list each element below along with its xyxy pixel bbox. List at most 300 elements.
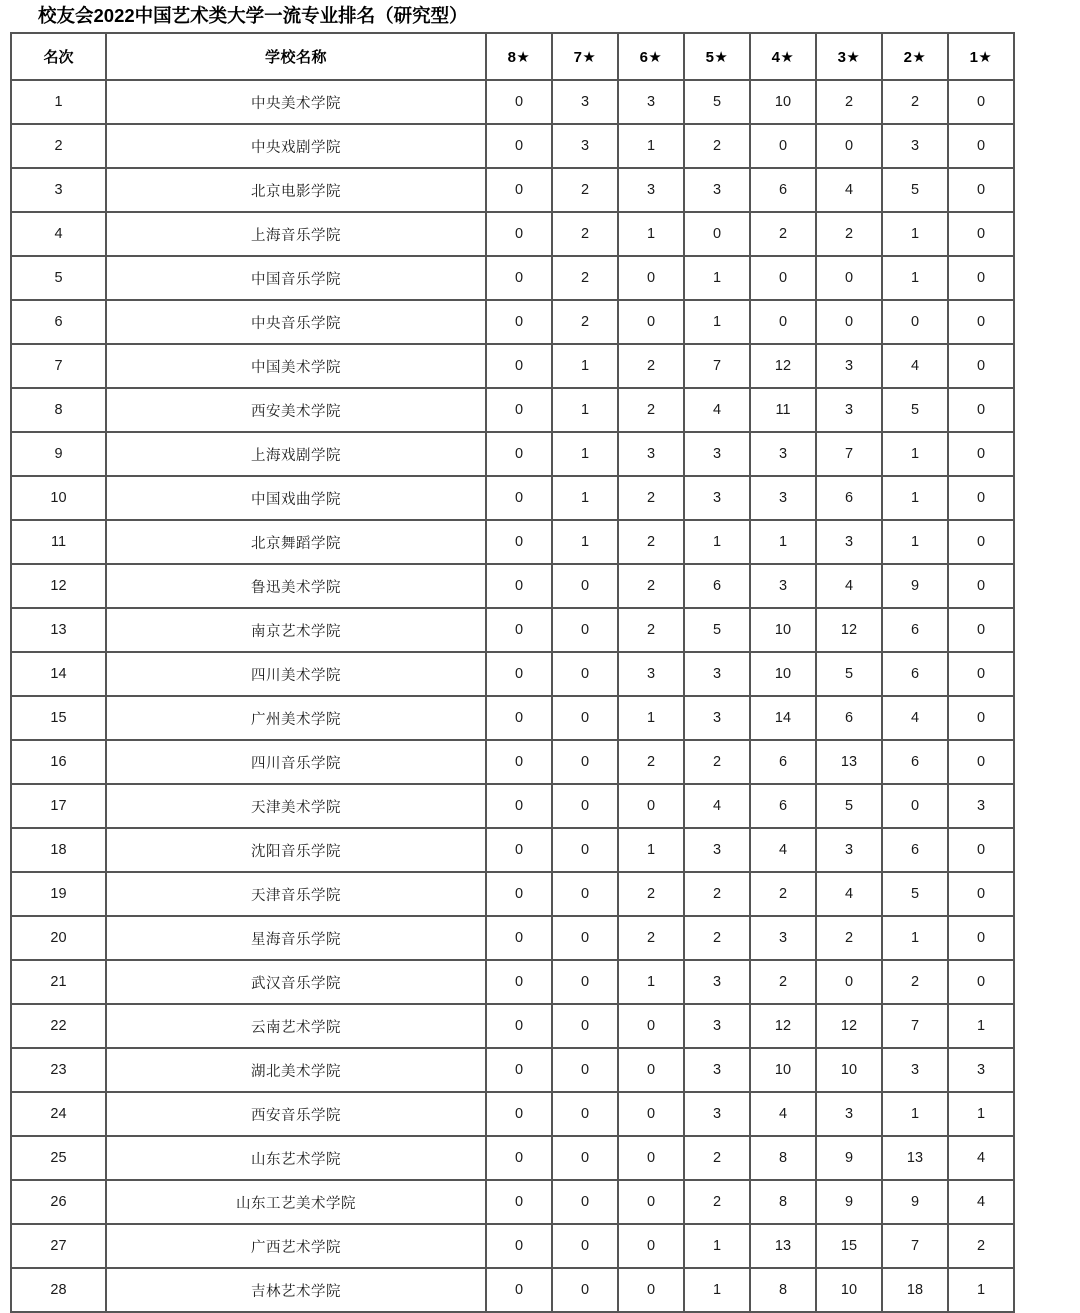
cell-s4: 3 (751, 565, 817, 609)
cell-s3: 10 (817, 1049, 883, 1093)
cell-s4: 10 (751, 609, 817, 653)
cell-s2: 9 (883, 565, 949, 609)
cell-s3: 4 (817, 873, 883, 917)
table-row (12, 169, 1015, 213)
cell-school: 中央美术学院 (107, 81, 487, 125)
table-row (12, 1093, 1015, 1137)
cell-rank: 13 (12, 609, 107, 653)
cell-rank: 1 (12, 81, 107, 125)
cell-s1: 0 (949, 829, 1015, 873)
cell-s8: 0 (487, 873, 553, 917)
table-row (12, 1181, 1015, 1225)
cell-s3: 3 (817, 1093, 883, 1137)
cell-s8: 0 (487, 1049, 553, 1093)
cell-s8: 0 (487, 389, 553, 433)
cell-s2: 3 (883, 125, 949, 169)
cell-s4: 6 (751, 741, 817, 785)
cell-s8: 0 (487, 345, 553, 389)
cell-school: 天津美术学院 (107, 785, 487, 829)
cell-s7: 0 (553, 1225, 619, 1269)
cell-s5: 5 (685, 609, 751, 653)
cell-s2: 2 (883, 81, 949, 125)
cell-s4: 8 (751, 1269, 817, 1313)
cell-s7: 0 (553, 741, 619, 785)
cell-s2: 0 (883, 301, 949, 345)
cell-s5: 4 (685, 389, 751, 433)
cell-s1: 2 (949, 1225, 1015, 1269)
cell-rank: 12 (12, 565, 107, 609)
cell-s3: 3 (817, 829, 883, 873)
cell-school: 广州美术学院 (107, 697, 487, 741)
cell-s3: 0 (817, 125, 883, 169)
cell-s4: 6 (751, 169, 817, 213)
cell-s1: 0 (949, 81, 1015, 125)
cell-s5: 1 (685, 257, 751, 301)
cell-s8: 0 (487, 169, 553, 213)
cell-school: 武汉音乐学院 (107, 961, 487, 1005)
cell-rank: 2 (12, 125, 107, 169)
cell-s5: 1 (685, 521, 751, 565)
table-row (12, 609, 1015, 653)
cell-rank: 17 (12, 785, 107, 829)
cell-s3: 3 (817, 389, 883, 433)
cell-s8: 0 (487, 81, 553, 125)
ranking-table-container (10, 32, 1015, 1313)
cell-s7: 2 (553, 301, 619, 345)
cell-s4: 8 (751, 1181, 817, 1225)
cell-s7: 0 (553, 653, 619, 697)
cell-s5: 2 (685, 917, 751, 961)
cell-s6: 3 (619, 433, 685, 477)
cell-school: 中国美术学院 (107, 345, 487, 389)
cell-s4: 3 (751, 477, 817, 521)
column-header-s3: 3★ (817, 34, 883, 81)
cell-s2: 7 (883, 1225, 949, 1269)
cell-s1: 0 (949, 741, 1015, 785)
table-row (12, 873, 1015, 917)
cell-s8: 0 (487, 257, 553, 301)
cell-rank: 19 (12, 873, 107, 917)
cell-rank: 18 (12, 829, 107, 873)
cell-s8: 0 (487, 741, 553, 785)
cell-s2: 4 (883, 345, 949, 389)
cell-s2: 1 (883, 213, 949, 257)
cell-s7: 2 (553, 213, 619, 257)
cell-s5: 3 (685, 433, 751, 477)
table-row (12, 477, 1015, 521)
cell-s3: 12 (817, 1005, 883, 1049)
table-row (12, 213, 1015, 257)
cell-s8: 0 (487, 697, 553, 741)
cell-s2: 6 (883, 829, 949, 873)
cell-s7: 0 (553, 1005, 619, 1049)
cell-s3: 6 (817, 697, 883, 741)
cell-s1: 4 (949, 1137, 1015, 1181)
cell-school: 西安音乐学院 (107, 1093, 487, 1137)
column-header-s2: 2★ (883, 34, 949, 81)
cell-s8: 0 (487, 301, 553, 345)
column-header-s1: 1★ (949, 34, 1015, 81)
cell-school: 鲁迅美术学院 (107, 565, 487, 609)
cell-school: 湖北美术学院 (107, 1049, 487, 1093)
cell-s1: 0 (949, 609, 1015, 653)
cell-school: 星海音乐学院 (107, 917, 487, 961)
cell-rank: 4 (12, 213, 107, 257)
table-row (12, 1225, 1015, 1269)
cell-s3: 2 (817, 213, 883, 257)
cell-rank: 14 (12, 653, 107, 697)
cell-s4: 3 (751, 917, 817, 961)
cell-s8: 0 (487, 961, 553, 1005)
cell-rank: 26 (12, 1181, 107, 1225)
cell-s8: 0 (487, 1181, 553, 1225)
table-row (12, 1049, 1015, 1093)
cell-s4: 12 (751, 345, 817, 389)
cell-s7: 0 (553, 785, 619, 829)
column-header-s8: 8★ (487, 34, 553, 81)
cell-s4: 10 (751, 1049, 817, 1093)
cell-school: 山东工艺美术学院 (107, 1181, 487, 1225)
cell-s7: 0 (553, 565, 619, 609)
cell-s1: 0 (949, 961, 1015, 1005)
cell-s5: 2 (685, 1181, 751, 1225)
cell-s5: 4 (685, 785, 751, 829)
table-row (12, 81, 1015, 125)
cell-s6: 3 (619, 81, 685, 125)
cell-s8: 0 (487, 653, 553, 697)
cell-s3: 6 (817, 477, 883, 521)
cell-s8: 0 (487, 1093, 553, 1137)
cell-school: 山东艺术学院 (107, 1137, 487, 1181)
cell-s6: 1 (619, 961, 685, 1005)
cell-s3: 10 (817, 1269, 883, 1313)
cell-s1: 0 (949, 257, 1015, 301)
cell-s6: 1 (619, 125, 685, 169)
cell-s2: 3 (883, 1049, 949, 1093)
cell-s4: 3 (751, 433, 817, 477)
cell-school: 吉林艺术学院 (107, 1269, 487, 1313)
table-row (12, 301, 1015, 345)
cell-s4: 10 (751, 81, 817, 125)
table-row (12, 433, 1015, 477)
cell-s6: 1 (619, 697, 685, 741)
cell-s5: 7 (685, 345, 751, 389)
cell-s3: 0 (817, 257, 883, 301)
cell-s3: 15 (817, 1225, 883, 1269)
cell-school: 广西艺术学院 (107, 1225, 487, 1269)
column-header-school: 学校名称 (107, 34, 487, 81)
cell-s5: 3 (685, 169, 751, 213)
cell-rank: 8 (12, 389, 107, 433)
cell-s4: 2 (751, 873, 817, 917)
cell-school: 西安美术学院 (107, 389, 487, 433)
cell-s5: 2 (685, 1137, 751, 1181)
cell-rank: 15 (12, 697, 107, 741)
cell-s4: 2 (751, 213, 817, 257)
cell-s6: 2 (619, 873, 685, 917)
cell-s5: 3 (685, 1093, 751, 1137)
column-header-rank: 名次 (12, 34, 107, 81)
table-row (12, 741, 1015, 785)
cell-school: 天津音乐学院 (107, 873, 487, 917)
cell-s7: 0 (553, 1093, 619, 1137)
cell-s4: 6 (751, 785, 817, 829)
cell-s8: 0 (487, 1269, 553, 1313)
cell-s1: 0 (949, 521, 1015, 565)
cell-s8: 0 (487, 917, 553, 961)
cell-s3: 0 (817, 961, 883, 1005)
cell-s3: 2 (817, 917, 883, 961)
cell-s3: 3 (817, 521, 883, 565)
cell-s4: 0 (751, 125, 817, 169)
cell-s8: 0 (487, 213, 553, 257)
cell-s8: 0 (487, 1225, 553, 1269)
cell-s2: 2 (883, 961, 949, 1005)
cell-s2: 0 (883, 785, 949, 829)
cell-s1: 1 (949, 1005, 1015, 1049)
cell-s8: 0 (487, 125, 553, 169)
cell-s6: 3 (619, 653, 685, 697)
cell-s2: 5 (883, 873, 949, 917)
cell-s1: 3 (949, 785, 1015, 829)
cell-s1: 0 (949, 433, 1015, 477)
cell-s4: 0 (751, 301, 817, 345)
table-header-row (12, 34, 1015, 81)
cell-school: 中央音乐学院 (107, 301, 487, 345)
cell-school: 四川美术学院 (107, 653, 487, 697)
cell-s5: 2 (685, 125, 751, 169)
cell-s2: 6 (883, 609, 949, 653)
cell-rank: 23 (12, 1049, 107, 1093)
cell-s2: 1 (883, 257, 949, 301)
cell-s7: 1 (553, 477, 619, 521)
cell-s1: 0 (949, 477, 1015, 521)
cell-s4: 11 (751, 389, 817, 433)
cell-rank: 11 (12, 521, 107, 565)
cell-s7: 0 (553, 1181, 619, 1225)
cell-school: 云南艺术学院 (107, 1005, 487, 1049)
cell-s1: 0 (949, 169, 1015, 213)
cell-s5: 3 (685, 1049, 751, 1093)
cell-s4: 4 (751, 1093, 817, 1137)
cell-rank: 7 (12, 345, 107, 389)
cell-s8: 0 (487, 785, 553, 829)
table-row (12, 257, 1015, 301)
cell-school: 沈阳音乐学院 (107, 829, 487, 873)
cell-s2: 9 (883, 1181, 949, 1225)
table-row (12, 829, 1015, 873)
cell-s6: 2 (619, 389, 685, 433)
cell-s4: 0 (751, 257, 817, 301)
cell-s6: 0 (619, 1181, 685, 1225)
cell-s7: 0 (553, 873, 619, 917)
cell-s3: 4 (817, 565, 883, 609)
cell-s4: 12 (751, 1005, 817, 1049)
cell-s2: 6 (883, 653, 949, 697)
cell-school: 南京艺术学院 (107, 609, 487, 653)
cell-rank: 9 (12, 433, 107, 477)
cell-s3: 13 (817, 741, 883, 785)
table-row (12, 1005, 1015, 1049)
cell-s5: 3 (685, 653, 751, 697)
cell-s7: 0 (553, 697, 619, 741)
table-body (12, 81, 1015, 1313)
cell-s7: 0 (553, 609, 619, 653)
cell-s1: 3 (949, 1049, 1015, 1093)
cell-rank: 21 (12, 961, 107, 1005)
cell-s4: 2 (751, 961, 817, 1005)
cell-s7: 1 (553, 389, 619, 433)
cell-s6: 0 (619, 1049, 685, 1093)
cell-s6: 0 (619, 1269, 685, 1313)
cell-s4: 8 (751, 1137, 817, 1181)
cell-s8: 0 (487, 1137, 553, 1181)
cell-s3: 5 (817, 785, 883, 829)
cell-s2: 6 (883, 741, 949, 785)
cell-s7: 1 (553, 433, 619, 477)
cell-s6: 0 (619, 1093, 685, 1137)
cell-s5: 2 (685, 741, 751, 785)
cell-s7: 0 (553, 1049, 619, 1093)
cell-s2: 1 (883, 433, 949, 477)
cell-s2: 7 (883, 1005, 949, 1049)
cell-school: 北京电影学院 (107, 169, 487, 213)
cell-s6: 0 (619, 257, 685, 301)
cell-s6: 2 (619, 477, 685, 521)
cell-s6: 2 (619, 609, 685, 653)
cell-school: 北京舞蹈学院 (107, 521, 487, 565)
cell-s1: 0 (949, 873, 1015, 917)
cell-s4: 1 (751, 521, 817, 565)
cell-s7: 3 (553, 125, 619, 169)
cell-s6: 1 (619, 213, 685, 257)
cell-s8: 0 (487, 1005, 553, 1049)
cell-s4: 4 (751, 829, 817, 873)
cell-s8: 0 (487, 477, 553, 521)
cell-s6: 2 (619, 565, 685, 609)
cell-s3: 12 (817, 609, 883, 653)
cell-s2: 1 (883, 917, 949, 961)
cell-s8: 0 (487, 829, 553, 873)
cell-s6: 2 (619, 345, 685, 389)
cell-s5: 3 (685, 961, 751, 1005)
cell-s6: 2 (619, 521, 685, 565)
cell-rank: 24 (12, 1093, 107, 1137)
cell-s1: 0 (949, 389, 1015, 433)
cell-s7: 0 (553, 961, 619, 1005)
cell-s6: 2 (619, 741, 685, 785)
cell-s3: 3 (817, 345, 883, 389)
cell-s6: 0 (619, 1137, 685, 1181)
cell-rank: 22 (12, 1005, 107, 1049)
cell-s4: 10 (751, 653, 817, 697)
cell-s1: 1 (949, 1093, 1015, 1137)
page-title: 校友会2022中国艺术类大学一流专业排名（研究型） (38, 5, 468, 26)
cell-s8: 0 (487, 565, 553, 609)
cell-s7: 0 (553, 1137, 619, 1181)
cell-school: 中国戏曲学院 (107, 477, 487, 521)
cell-s8: 0 (487, 609, 553, 653)
cell-s6: 0 (619, 301, 685, 345)
cell-school: 中央戏剧学院 (107, 125, 487, 169)
cell-s3: 5 (817, 653, 883, 697)
cell-s1: 0 (949, 565, 1015, 609)
cell-s5: 2 (685, 873, 751, 917)
cell-s2: 4 (883, 697, 949, 741)
table-row (12, 1137, 1015, 1181)
cell-s1: 0 (949, 345, 1015, 389)
cell-s1: 1 (949, 1269, 1015, 1313)
cell-rank: 25 (12, 1137, 107, 1181)
cell-s7: 2 (553, 169, 619, 213)
cell-rank: 3 (12, 169, 107, 213)
table-row (12, 565, 1015, 609)
column-header-s5: 5★ (685, 34, 751, 81)
cell-s6: 1 (619, 829, 685, 873)
cell-s6: 2 (619, 917, 685, 961)
cell-s1: 0 (949, 213, 1015, 257)
cell-s5: 3 (685, 829, 751, 873)
cell-s2: 5 (883, 169, 949, 213)
cell-school: 上海戏剧学院 (107, 433, 487, 477)
cell-s7: 0 (553, 917, 619, 961)
table-row (12, 917, 1015, 961)
cell-s5: 1 (685, 1269, 751, 1313)
cell-s6: 3 (619, 169, 685, 213)
cell-s2: 1 (883, 477, 949, 521)
column-header-s4: 4★ (751, 34, 817, 81)
table-row (12, 521, 1015, 565)
cell-s5: 1 (685, 301, 751, 345)
cell-s7: 2 (553, 257, 619, 301)
cell-s7: 1 (553, 521, 619, 565)
cell-s1: 4 (949, 1181, 1015, 1225)
cell-s5: 1 (685, 1225, 751, 1269)
cell-rank: 20 (12, 917, 107, 961)
cell-school: 中国音乐学院 (107, 257, 487, 301)
cell-s7: 0 (553, 829, 619, 873)
table-row (12, 697, 1015, 741)
cell-s3: 0 (817, 301, 883, 345)
cell-rank: 6 (12, 301, 107, 345)
cell-s3: 9 (817, 1181, 883, 1225)
cell-rank: 10 (12, 477, 107, 521)
cell-s7: 0 (553, 1269, 619, 1313)
cell-s3: 2 (817, 81, 883, 125)
cell-s4: 14 (751, 697, 817, 741)
cell-s2: 13 (883, 1137, 949, 1181)
cell-s6: 0 (619, 1005, 685, 1049)
table-row (12, 785, 1015, 829)
cell-school: 四川音乐学院 (107, 741, 487, 785)
cell-s7: 1 (553, 345, 619, 389)
cell-s4: 13 (751, 1225, 817, 1269)
cell-s5: 0 (685, 213, 751, 257)
cell-s5: 6 (685, 565, 751, 609)
table-row (12, 345, 1015, 389)
cell-s6: 0 (619, 1225, 685, 1269)
cell-s1: 0 (949, 125, 1015, 169)
cell-s5: 5 (685, 81, 751, 125)
cell-s1: 0 (949, 697, 1015, 741)
cell-s3: 9 (817, 1137, 883, 1181)
cell-rank: 5 (12, 257, 107, 301)
cell-s8: 0 (487, 521, 553, 565)
cell-s2: 5 (883, 389, 949, 433)
cell-rank: 16 (12, 741, 107, 785)
cell-s5: 3 (685, 697, 751, 741)
cell-s8: 0 (487, 433, 553, 477)
